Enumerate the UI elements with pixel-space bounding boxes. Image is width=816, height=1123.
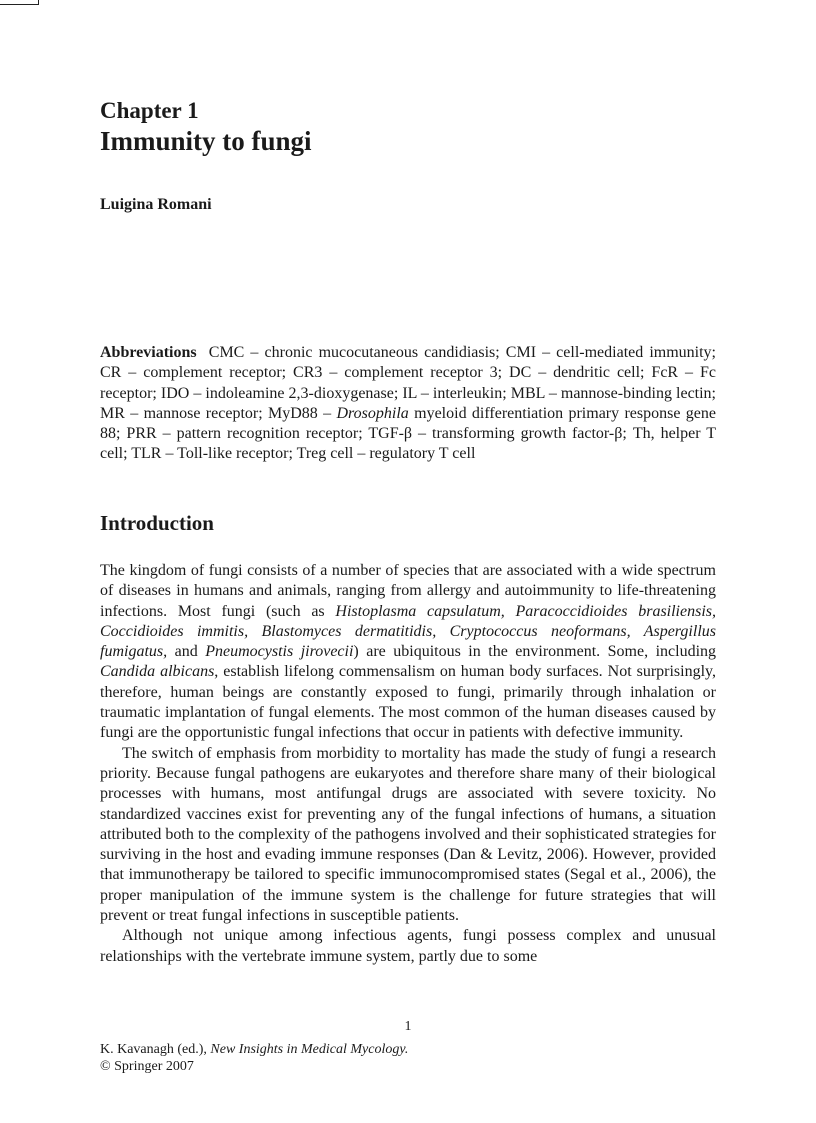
intro-text: ) are ubiquitous in the environment. Some, including (353, 643, 717, 661)
introduction-body (100, 561, 716, 967)
species-names: Histoplasma capsulatum, Paracoccidioides brasiliensis, Coccidioides immitis, Blastomyces dermatitidis, Cryptococcus neoformans, Aspergillus fumigatus, (100, 602, 716, 661)
footer-editor: K. Kavanagh (ed.), (100, 1042, 207, 1057)
intro-paragraph-3: Although not unique among infectious agents, fungi possess complex and unusual relationships with the vertebrate immune system, partly due to some (100, 927, 716, 965)
footer (100, 1041, 408, 1075)
abbreviations-heading: Abbreviations (100, 344, 197, 361)
intro-text: The kingdom of fungi consists of a number of species that are associated with a wide spectrum of diseases in humans and animals, ranging from allergy and autoimmunity to life-threatening infections. Most fungi (such as (100, 562, 716, 620)
chapter-title: Immunity to fungi (100, 126, 312, 156)
page-number: 1 (404, 1019, 412, 1034)
crop-mark (0, 0, 39, 5)
intro-text: and (174, 643, 198, 661)
intro-paragraph-1 (100, 561, 716, 744)
footer-copyright: © Springer 2007 (100, 1059, 194, 1074)
section-heading-introduction: Introduction (100, 511, 214, 535)
abbreviations-text-end: myeloid differentiation primary response gene 88; PRR – pattern recognition receptor; TGF-β – transforming growth factor-β; Th, helper T cell; TLR – Toll-like receptor; Treg cell – regulatory T cell (100, 404, 717, 463)
footer-book-title: New Insights in Medical Mycology. (210, 1042, 409, 1057)
chapter-label: Chapter 1 (100, 98, 199, 123)
species-name: Candida albicans (100, 663, 215, 681)
species-name: Pneumocystis jirovecii (205, 643, 354, 661)
abbreviations-text: CMC – chronic mucocutaneous candidiasis; CMI – cell-mediated immunity; CR – complement receptor; CR3 – complement receptor 3; DC – dendritic cell; FcR – Fc receptor; IDO – indoleamine 2,3-dioxygenase; IL – interleukin; MBL – mannose-binding lectin; MR – mannose receptor; MyD88 – (100, 344, 717, 422)
intro-text: , establish lifelong commensalism on human body surfaces. Not surprisingly, therefore, human beings are constantly exposed to fungi, primarily through inhalation or traumatic implantation of fungal elements. The most common of the human diseases caused by fungi are the opportunistic fungal infections that occur in patients with defective immunity. (100, 663, 716, 742)
abbreviations-paragraph (100, 343, 716, 465)
abbreviations-italic: Drosophila (336, 404, 409, 422)
intro-paragraph-2: The switch of emphasis from morbidity to mortality has made the study of fungi a research priority. Because fungal pathogens are eukaryotes and therefore share many of their biological processes with humans, most antifungal drugs are associated with severe toxicity. No standardized vaccines exist for preventing any of the fungal infections of humans, a situation attributed both to the complexity of the pathogens involved and their sophisticated strategies for surviving in the host and evading immune responses (Dan & Levitz, 2006). However, provided that immunotherapy be tailored to specific immunocompromised states (Segal et al., 2006), the proper manipulation of the immune system is the challenge for future strategies that will prevent or treat fungal infections in susceptible patients. (100, 744, 716, 925)
footer-citation (100, 1041, 408, 1058)
author-name: Luigina Romani (100, 196, 212, 213)
